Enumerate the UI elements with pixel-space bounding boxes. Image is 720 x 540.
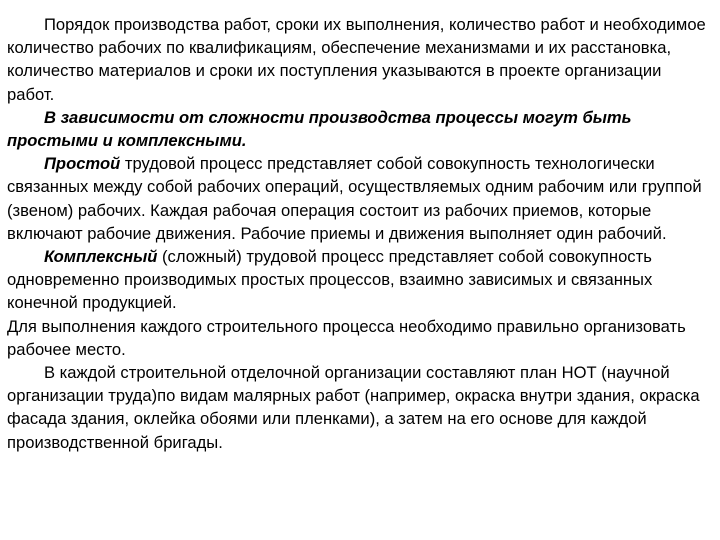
- paragraph-workplace: Для выполнения каждого строительного процесса необходимо правильно организовать рабочее место.: [7, 316, 686, 359]
- paragraph-process-complexity: В зависимости от сложности производства процессы могут быть простыми и комплексными.: [7, 107, 632, 151]
- paragraph-not-plan: В каждой строительной отделочной организации составляют план НОТ (научной организации труда)по видам малярных работ (например, окраска внутри здания, окраска фасада здания, оклейка обоями или пленками), а затем на его основе для каждой производственной бригады.: [7, 363, 700, 452]
- term-complex: Комплексный: [44, 247, 158, 267]
- paragraph-complex-process: [7, 245, 713, 315]
- complex-process-definition: (сложный) трудовой процесс представляет собой совокупность одновременно производимых простых процессов, взаимно зависимых и связанных конечной продукцией.: [7, 247, 653, 313]
- simple-process-definition: трудовой процесс представляет собой совокупность технологически связанных между собой рабочих операций, осуществляемых одним рабочим или группой (звеном) рабочих. Каждая рабочая операция состоит из рабочих приемов, которые включают рабочие движения. Рабочие приемы и движения выполняет один рабочий.: [7, 154, 702, 243]
- term-simple: Простой: [44, 154, 121, 174]
- text-body: [7, 13, 713, 454]
- paragraph-work-organization: Порядок производства работ, сроки их выполнения, количество работ и необходимое количество рабочих по квалификациям, обеспечение механизмами и их расстановка, количество материалов и сроки их поступления указываются в проекте организации работ.: [7, 15, 706, 104]
- paragraph-simple-process: [7, 152, 713, 245]
